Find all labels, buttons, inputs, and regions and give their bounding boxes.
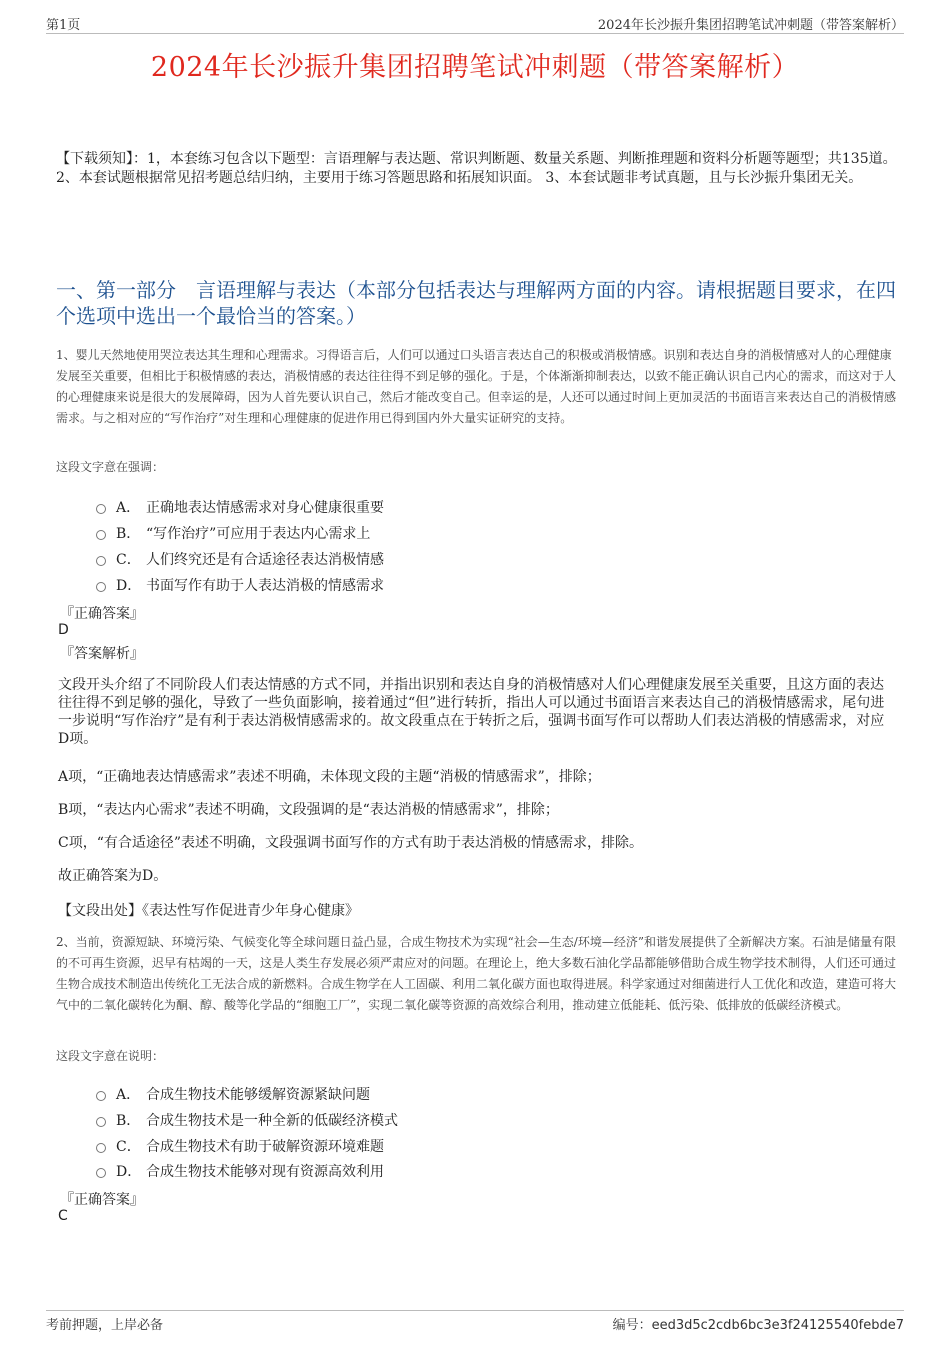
question-1-option-c[interactable] bbox=[96, 549, 384, 569]
download-notice: 【下载须知】：1，本套练习包含以下题型：言语理解与表达题、常识判断题、数量关系题、判断推理题和资料分析题等题型；共135道。 2、本套试题根据常见招考题总结归纳，主要用于练习答题思路和拓展知识面。 3、本套试题非考试真题，且与长沙振升集团无关。 bbox=[56, 151, 897, 186]
question-2-option-b[interactable] bbox=[96, 1110, 398, 1130]
footer-serial bbox=[613, 1314, 904, 1333]
question-1-analysis-label: 『答案解析』 bbox=[60, 646, 144, 662]
option-letter: D． bbox=[116, 578, 142, 594]
question-1-option-a[interactable] bbox=[96, 497, 384, 517]
question-1-option-d[interactable] bbox=[96, 575, 384, 595]
option-letter: B． bbox=[116, 1113, 141, 1129]
option-text: 书面写作有助于人表达消极的情感需求 bbox=[146, 578, 384, 594]
question-1-explain-b: B项，“表达内心需求”表述不明确，文段强调的是“表达消极的情感需求”，排除； bbox=[58, 802, 559, 818]
question-2-option-d[interactable] bbox=[96, 1161, 384, 1181]
question-1-source: 【文段出处】《表达性写作促进青少年身心健康》 bbox=[58, 903, 359, 919]
header-doc-title: 2024年长沙振升集团招聘笔试冲刺题（带答案解析） bbox=[597, 18, 904, 33]
option-letter: D． bbox=[116, 1164, 142, 1180]
option-text: 人们终究还是有合适途径表达消极情感 bbox=[146, 552, 384, 568]
radio-icon[interactable] bbox=[96, 504, 106, 514]
radio-icon[interactable] bbox=[96, 1091, 106, 1101]
question-1-option-b[interactable] bbox=[96, 523, 370, 543]
option-letter: A． bbox=[116, 500, 141, 516]
header-page-number: 第1页 bbox=[46, 18, 81, 33]
header-divider bbox=[46, 33, 904, 34]
option-text: 正确地表达情感需求对身心健康很重要 bbox=[146, 500, 384, 516]
radio-icon[interactable] bbox=[96, 1143, 106, 1153]
question-2-answer-label: 『正确答案』 bbox=[60, 1192, 144, 1208]
page-title: 2024年长沙振升集团招聘笔试冲刺题（带答案解析） bbox=[150, 52, 800, 83]
footer-divider bbox=[46, 1310, 904, 1311]
question-1-analysis: 文段开头介绍了不同阶段人们表达情感的方式不同，并指出识别和表达自身的消极情感对人们心理健康发展至关重要，且这方面的表达往往得不到足够的强化，导致了一些负面影响，接着通过“但”进行转折，指出人可以通过书面语言来表达自己的消极情感需求，尾句进一步说明“写作治疗”是有利于表达消极情感需求的。故文段重点在于转折之后，强调书面写作可以帮助人们表达消极的情感需求，对应D项。 bbox=[58, 677, 885, 747]
question-2-option-c[interactable] bbox=[96, 1136, 384, 1156]
section-heading: 一、第一部分 言语理解与表达（本部分包括表达与理解两方面的内容。请根据题目要求，在四个选项中选出一个最恰当的答案。） bbox=[56, 278, 896, 328]
question-2-option-a[interactable] bbox=[96, 1084, 370, 1104]
footer-slogan: 考前押题，上岸必备 bbox=[46, 1318, 164, 1333]
option-letter: A． bbox=[116, 1087, 141, 1103]
option-letter: B． bbox=[116, 526, 141, 542]
footer-serial-code: eed3d5c2cdb6bc3e3f24125540febde7 bbox=[651, 1318, 904, 1333]
option-text: 合成生物技术有助于破解资源环境难题 bbox=[146, 1139, 384, 1155]
question-2-prompt: 这段文字意在说明： bbox=[56, 1049, 165, 1063]
question-2-text: 2、当前，资源短缺、环境污染、气候变化等全球问题日益凸显，合成生物技术为实现“社会—生态/环境—经济”和谐发展提供了全新解决方案。石油是储量有限的不可再生资源，迟早有枯竭的一天，这是人类生存发展必须严肃应对的问题。在理论上，绝大多数石油化学品都能够借助合成生物学技术制得，人们还可通过生物合成技术制造出传统化工无法合成的新燃料。合成生物学在人工固碳、利用二氧化碳方面也取得进展。科学家通过对细菌进行人工优化和改造，建造可将大气中的二氧化碳转化为酮、醇、酸等化学品的“细胞工厂”，实现二氧化碳等资源的高效综合利用，推动建立低能耗、低污染、低排放的低碳经济模式。 bbox=[56, 935, 897, 1012]
question-1-answer: D bbox=[58, 622, 69, 638]
question-1-explain-a: A项，“正确地表达情感需求”表述不明确，未体现文段的主题“消极的情感需求”，排除； bbox=[58, 769, 601, 785]
option-letter: C． bbox=[116, 1139, 141, 1155]
option-text: 合成生物技术能够对现有资源高效利用 bbox=[146, 1164, 384, 1180]
question-1-prompt: 这段文字意在强调： bbox=[56, 460, 165, 474]
option-letter: C． bbox=[116, 552, 141, 568]
question-1-explain-c: C项，“有合适途径”表述不明确，文段强调书面写作的方式有助于表达消极的情感需求，排除。 bbox=[58, 835, 644, 851]
footer-serial-label: 编号： bbox=[612, 1318, 652, 1333]
option-text: 合成生物技术能够缓解资源紧缺问题 bbox=[146, 1087, 370, 1103]
question-1-answer-label: 『正确答案』 bbox=[60, 606, 144, 622]
question-1-text: 1、婴儿天然地使用哭泣表达其生理和心理需求。习得语言后，人们可以通过口头语言表达自己的积极或消极情感。识别和表达自身的消极情感对人的心理健康发展至关重要，但相比于积极情感的表达，消极情感的表达往往得不到足够的强化。于是，个体渐渐抑制表达，以致不能正确认识自己内心的需求，而这对于人的心理健康来说是很大的发展障碍，因为人首先要认识自己，然后才能改变自己。但幸运的是，人还可以通过时间上更加灵活的书面语言来表达自己的消极情感需求。与之相对应的“写作治疗”对生理和心理健康的促进作用已得到国内外大量实证研究的支持。 bbox=[56, 348, 897, 425]
radio-icon[interactable] bbox=[96, 1168, 106, 1178]
radio-icon[interactable] bbox=[96, 582, 106, 592]
option-text: 合成生物技术是一种全新的低碳经济模式 bbox=[146, 1113, 398, 1129]
radio-icon[interactable] bbox=[96, 530, 106, 540]
radio-icon[interactable] bbox=[96, 1117, 106, 1127]
option-text: “写作治疗”可应用于表达内心需求上 bbox=[146, 526, 371, 542]
radio-icon[interactable] bbox=[96, 556, 106, 566]
question-2-answer: C bbox=[58, 1208, 68, 1224]
question-1-conclusion: 故正确答案为D。 bbox=[58, 868, 168, 884]
